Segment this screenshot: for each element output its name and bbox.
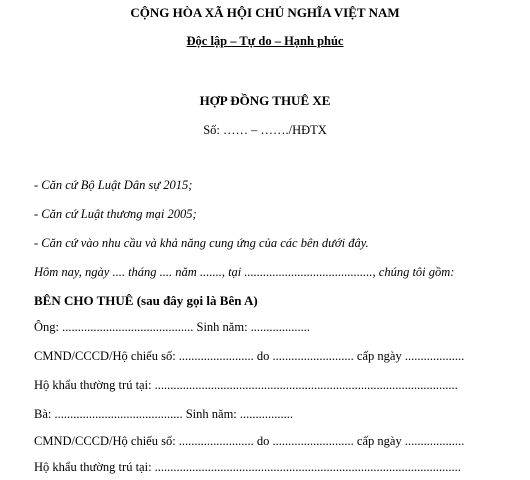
party-a-mrs-id-row: CMND/CCCD/Hộ chiếu số: ........................ do .......................... cấp ngày ................... bbox=[34, 434, 465, 448]
party-a-mrs-row: Bà: ......................................... Sinh năm: ................. bbox=[34, 407, 294, 421]
contract-number: Số: …… – ……./HĐTX bbox=[203, 123, 327, 137]
party-a-mr-id-row: CMND/CCCD/Hộ chiếu số: ........................ do .......................... cấp ngày ................... bbox=[34, 349, 465, 363]
party-a-mr-address-row: Hộ khẩu thường trú tại: ................................................................................................. bbox=[34, 378, 458, 392]
party-a-mrs-address-row: Hộ khẩu thường trú tại: .................................................................................................. bbox=[34, 460, 461, 474]
national-motto: Độc lập – Tự do – Hạnh phúc bbox=[186, 34, 344, 48]
legal-basis-commercial-law: - Căn cứ Luật thương mại 2005; bbox=[34, 207, 197, 221]
party-a-heading: BÊN CHO THUÊ (sau đây gọi là Bên A) bbox=[34, 293, 258, 308]
nation-heading: CỘNG HÒA XÃ HỘI CHỦ NGHĨA VIỆT NAM bbox=[130, 5, 400, 20]
legal-basis-needs: - Căn cứ vào nhu cầu và khả năng cung ứng của các bên dưới đây. bbox=[34, 236, 369, 250]
intro-line: Hôm nay, ngày .... tháng .... năm ......., tại ........................................., chúng tôi gồm: bbox=[34, 265, 455, 279]
party-a-mr-row: Ông: .......................................... Sinh năm: ................... bbox=[34, 320, 311, 334]
legal-basis-civil-code: - Căn cứ Bộ Luật Dân sự 2015; bbox=[34, 178, 193, 192]
contract-title: HỢP ĐỒNG THUÊ XE bbox=[199, 93, 331, 108]
